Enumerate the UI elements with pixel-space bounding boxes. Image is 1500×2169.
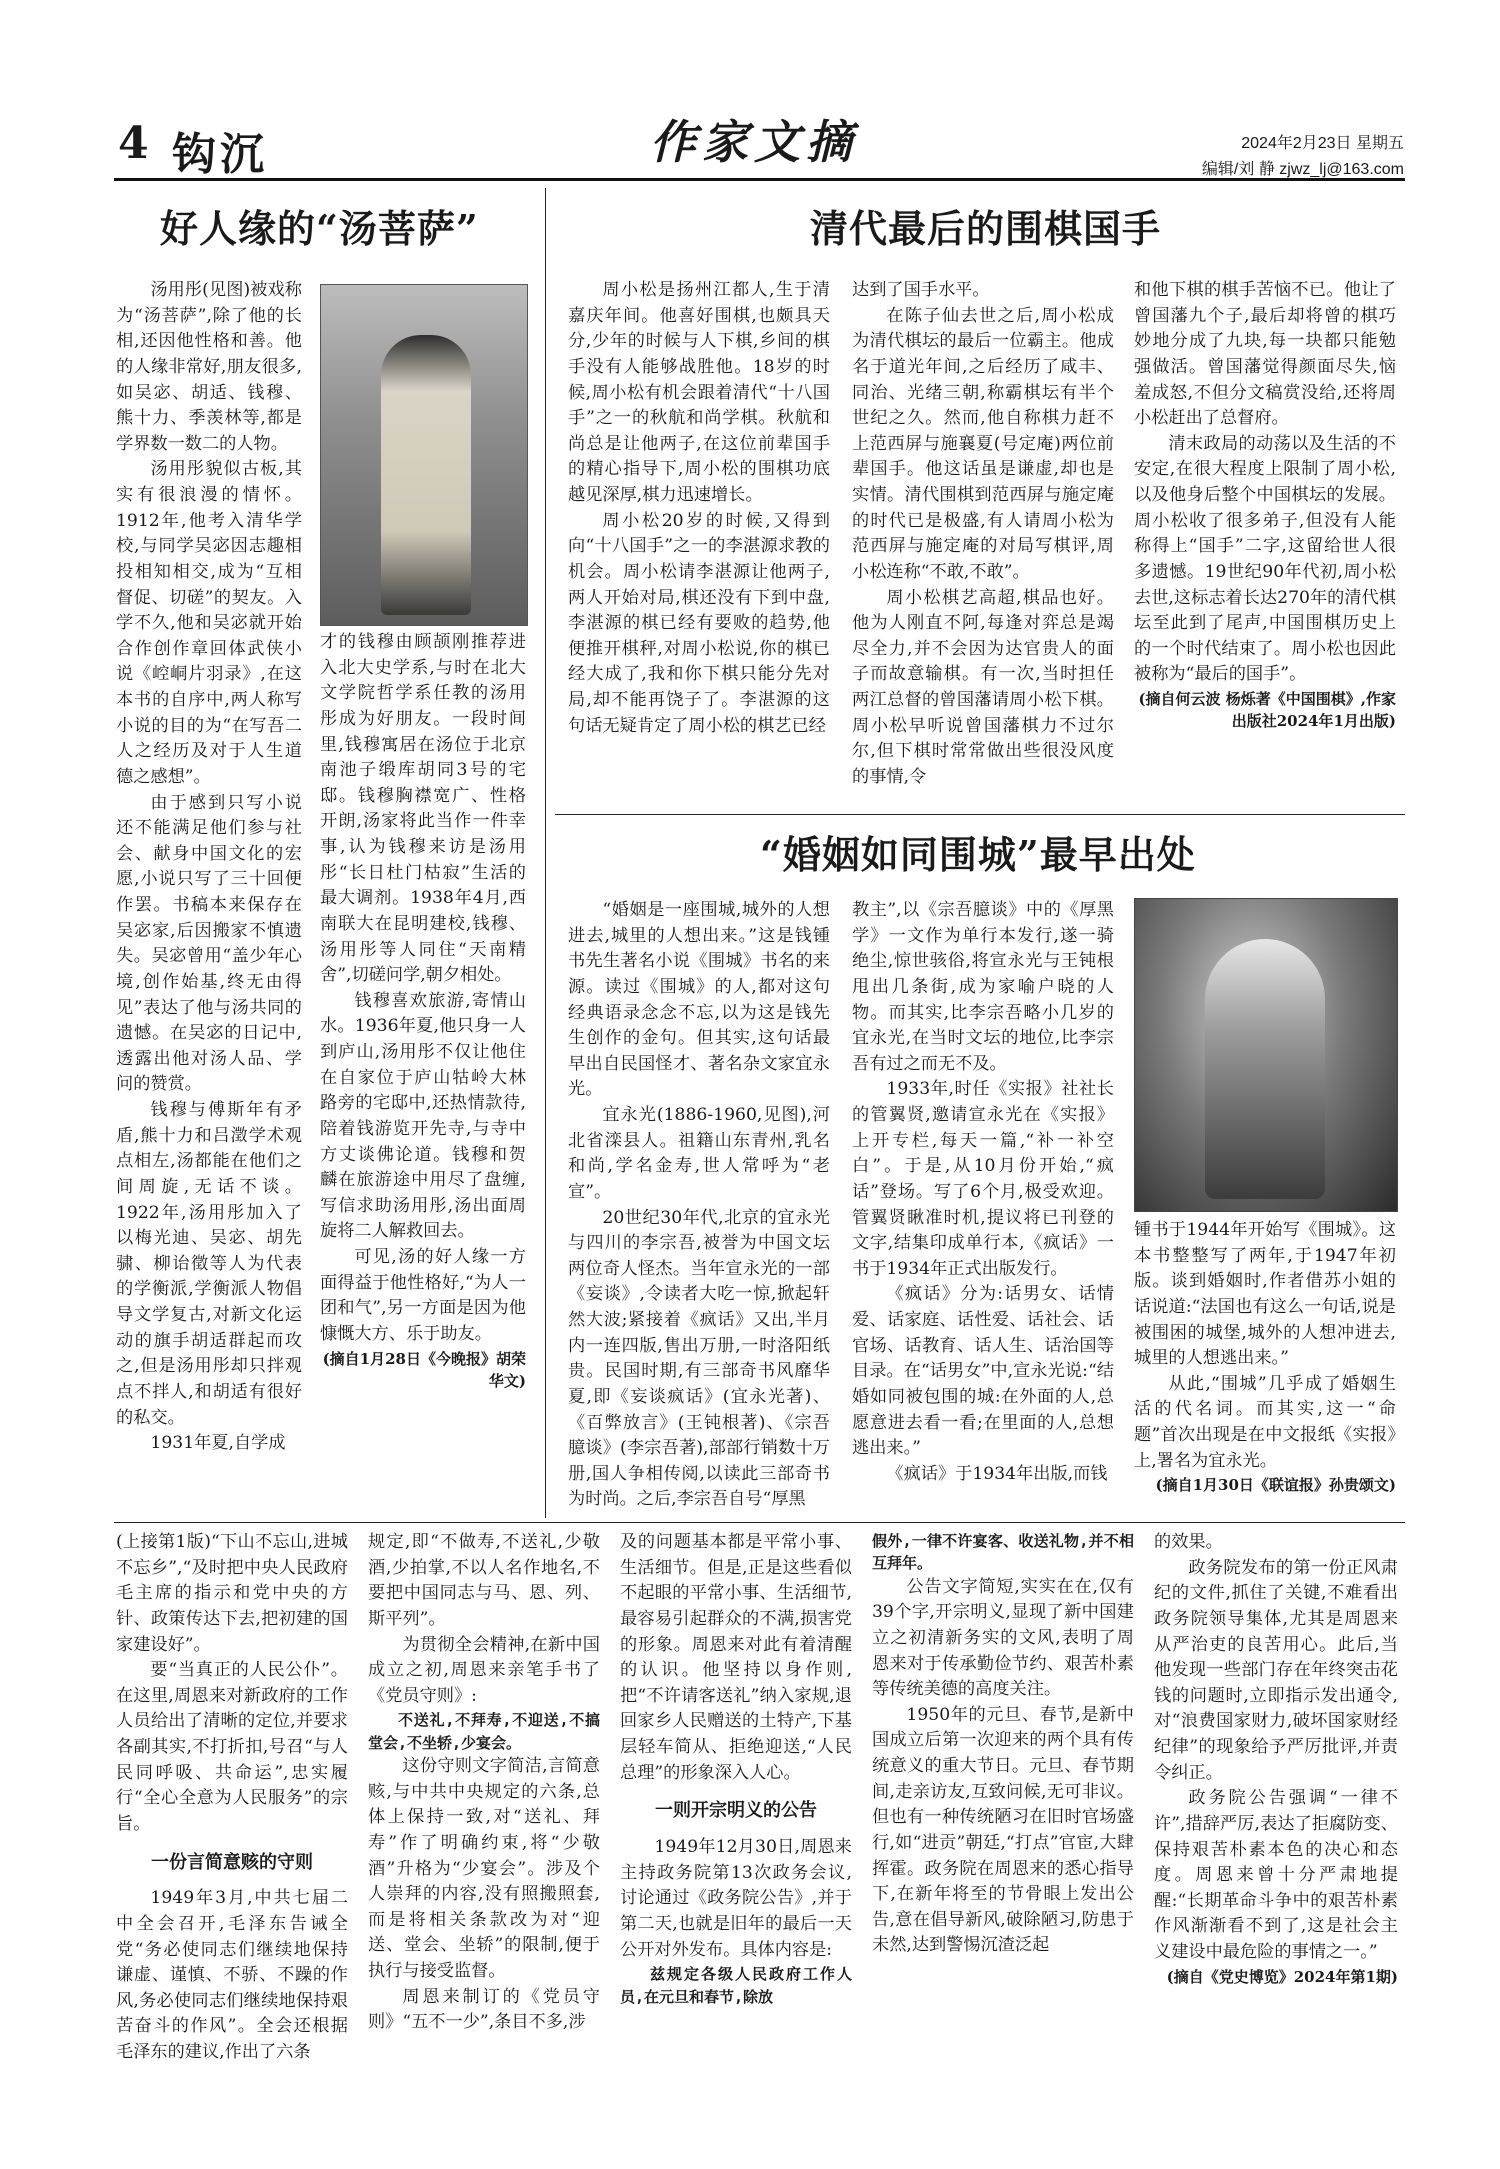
paragraph: 1933年,时任《实报》社社长的管翼贤,邀请宣永光在《实报》上开专栏,每天一篇,“补一补空白”。于是,从10月份开始,“疯话”登场。写了6个月,极受欢迎。管翼贤瞅准时机,提议将已刊登的文字,结集印成单行本,《疯话》一书于1934年正式出版发行。 <box>852 1079 1114 1279</box>
subheading: 一份言简意赅的守则 <box>151 1851 313 1873</box>
paragraph: 《疯话》于1934年出版,而钱 <box>886 1463 1108 1484</box>
article4-column-3 <box>620 1530 852 2130</box>
paragraph: 才的钱穆由顾颉刚推荐进入北大史学系,与时在北大文学院哲学系任教的汤用彤成为好朋友。一段时间里,钱穆寓居在汤位于北京南池子缎库胡同3号的宅邸。钱穆胸襟宽广、性格开朗,汤家将此当作一件幸事,认为钱穆来访是汤用彤“长日杜门枯寂”生活的最大调剂。1938年4月,西南联大在昆明建校,钱穆、汤用彤等人同住“天南精舍”,切磋问学,朝夕相处。 <box>320 632 526 986</box>
paragraph: 钱穆喜欢旅游,寄情山水。1936年夏,他只身一人到庐山,汤用彤不仅让他住在自家位于庐山牯岭大林路旁的宅邸中,还热情款待,陪着钱游览开先寺,与寺中方丈谈佛论道。钱穆和贺麟在旅游途中用尽了盘缠,写信求助汤用彤,汤出面周旋将二人解救回去。 <box>320 990 526 1242</box>
paragraph: 政务院公告强调“一律不许”,措辞严厉,表达了拒腐防变、保持艰苦朴素本色的决心和态度。周恩来曾十分严肃地提醒:“长期革命斗争中的艰苦朴素作风渐渐看不到了,这是社会主义建设中最危险的事情之一。” <box>1154 1788 1398 1962</box>
paragraph: 20世纪30年代,北京的宜永光与四川的李宗吾,被誉为中国文坛两位奇人怪杰。当年宣永光的一部《妄谈》,令读者大吃一惊,掀起轩然大波;紧接着《疯话》又出,半月内一连四版,售出万册,一时洛阳纸贵。民国时期,有三部奇书风靡华夏,即《妄谈疯话》(宜永光著)、《百弊放言》(王钝根著)、《宗吾臆谈》(李宗吾著),部部行销数十万册,国人争相传阅,以读此三部奇书为时尚。之后,李宗吾自号“厚黑 <box>568 1207 830 1510</box>
paragraph: 锺书于1944年开始写《围城》。这本书整整写了两年,于1947年初版。谈到婚姻时,作者借苏小姐的话说道:“法国也有这么一句话,说是被围困的城堡,城外的人想冲进去,城里的人想逃出来。” <box>1134 1220 1396 1369</box>
paragraph: 钱穆与傅斯年有矛盾,熊十力和吕澂学术观点相左,汤都能在他们之间周旋,无话不谈。1922年,汤用彤加入了以梅光迪、吴宓、胡先骕、柳诒徵等人为代表的学衡派,学衡派人物倡导文学复古,对新文化运动的旗手胡适群起而攻之,但是汤用彤却只拌观点不拌人,和胡适有很好的私交。 <box>116 1100 302 1428</box>
paragraph: 由于感到只写小说还不能满足他们参与社会、献身中国文化的宏愿,小说只写了三十回便作罢。书稿本来保存在吴宓家,后因搬家不慎遗失。吴宓曾用“盖少年心境,创作始基,终无由得见”表达了他与汤共同的遗憾。在吴宓的日记中,透露出他对汤人品、学问的赞赏。 <box>116 792 302 1095</box>
paragraph: 达到了国手水平。 <box>852 280 990 300</box>
quote-block: 假外,一律不许宴客、收送礼物,并不相互拜年。 <box>872 1532 1134 1573</box>
article2-column-3 <box>1134 278 1396 798</box>
paragraph: 政务院发布的第一份正风肃纪的文件,抓住了关键,不难看出政务院领导集体,尤其是周恩来从严治吏的良苦用心。此后,当他发现一些部门存在年终突击花钱的问题时,立即指示发出通令,对“浪费国家财力,破坏国家财经纪律”的现象给予严厉批评,并责令纠正。 <box>1154 1557 1398 1783</box>
paragraph: 1949年3月,中共七届二中全会召开,毛泽东告诫全党“务必使同志们继续地保持谦虚、谨慎、不骄、不躁的作风,务必使同志们继续地保持艰苦奋斗的作风”。全会还根据毛泽东的建议,作出了六条 <box>116 1888 348 2063</box>
article3-column-3 <box>1134 1218 1396 1510</box>
paragraph: 公告文字简短,实实在在,仅有39个字,开宗明义,显现了新中国建立之初清新务实的文风,表明了周恩来对于传承勤俭节约、艰苦朴素等传统美德的高度关注。 <box>872 1576 1134 1700</box>
quote-block: 不送礼,不拜寿,不迎送,不搞堂会,不坐轿,少宴会。 <box>368 1711 600 1752</box>
article1-column-1 <box>116 278 302 1509</box>
section-rule <box>114 1522 1405 1523</box>
masthead-logo: 作家文摘 <box>650 115 858 169</box>
section-rule <box>555 814 1405 815</box>
quote-block: 兹规定各级人民政府工作人员,在元旦和春节,除放 <box>620 1965 852 2006</box>
article-source: (摘自何云波 杨烁著《中国围棋》,作家出版社2024年1月出版) <box>1138 690 1396 731</box>
header-rule <box>114 178 1405 181</box>
paragraph: 1931年夏,自学成 <box>150 1433 286 1454</box>
paragraph: 和他下棋的棋手苦恼不已。他让了曾国藩九个子,最后却将曾的棋巧妙地分成了九块,每一块都只能勉强做活。曾国藩觉得颜面尽失,恼羞成怒,不但分文稿赏没给,还将周小松赶出了总督府。 <box>1134 280 1396 429</box>
paragraph: 的效果。 <box>1154 1532 1223 1552</box>
photo-xuan-yongguang <box>1134 898 1398 1212</box>
figure-seated-man <box>1205 939 1325 1199</box>
paragraph: 要“当真正的人民公仆”。在这里,周恩来对新政府的工作人员给出了清晰的定位,并要求各副其实,不打折扣,号召“与人民同呼吸、共命运”,忠实履行“全心全意为人民服务”的宗旨。 <box>116 1660 348 1834</box>
paragraph: 1950年的元旦、春节,是新中国成立后第一次迎来的两个具有传统意义的重大节日。元旦、春节期间,走亲访友,互致问候,无可非议。但也有一种传统陋习在旧时官场盛行,如“进贡”朝廷,“打点”官宦,大肆挥霍。政务院在周恩来的悉心指导下,在新年将至的节骨眼上发出公告,意在倡导新风,破除陋习,防患于未然,达到警惕沉渣泛起 <box>872 1704 1134 1956</box>
paragraph: 《疯话》分为:话男女、话情爱、话家庭、话性爱、话社会、话官场、话教育、话人生、话治国等目录。在“话男女”中,宣永光说:“结婚如同被包围的城:在外面的人,总愿意进去看一看;在里面的人,总想逃出来。” <box>852 1284 1114 1459</box>
paragraph: 周恩来制订的《党员守则》“五不一少”,条目不多,涉 <box>368 1986 600 2033</box>
paragraph: 这份守则文字简洁,言简意赅,与中共中央规定的六条,总体上保持一致,对“送礼、拜寿”作了明确约束,将“少敬酒”升格为“少宴会”。涉及个人崇拜的内容,没有照搬照套,而是将相关条款改为对“迎送、堂会、坐轿”的限制,便于执行与接受监督。 <box>368 1756 600 1982</box>
article-title: 清代最后的围棋国手 <box>810 206 1162 251</box>
article-source: (摘自1月30日《联谊报》孙贵颂文) <box>1155 1476 1396 1495</box>
article4-column-1 <box>116 1530 348 2130</box>
article-source: (摘自1月28日《今晚报》胡荣华文) <box>322 1349 526 1390</box>
article4-column-2 <box>368 1530 600 2130</box>
paragraph: 在陈子仙去世之后,周小松成为清代棋坛的最后一位霸主。他成名于道光年间,之后经历了咸丰、同治、光绪三朝,称霸棋坛有半个世纪之久。然而,他自称棋力赶不上范西屏与施襄夏(号定庵)两位前辈国手。他这话虽是谦虚,却也是实情。清代围棋到范西屏与施定庵的时代已是极盛,有人请周小松为范西屏与施定庵的对局写棋评,周小松连称“不敢,不敢”。 <box>852 305 1114 582</box>
article-source: (摘自《党史博览》2024年第1期) <box>1166 1967 1398 1986</box>
paragraph: 汤用彤(见图)被戏称为“汤菩萨”,除了他的长相,还因他性格和善。他的人缘非常好,朋友很多,如吴宓、胡适、钱穆、熊十力、季羡林等,都是学界数一数二的人物。 <box>116 280 302 454</box>
paragraph: 宜永光(1886-1960,见图),河北省滦县人。祖籍山东青州,乳名和尚,学名金寿,世人常呼为“老宣”。 <box>568 1105 830 1202</box>
photo-tang-yongtong <box>320 284 528 626</box>
paragraph: 周小松是扬州江都人,生于清嘉庆年间。他喜好围棋,也颇具天分,少年的时候与人下棋,乡间的棋手没有人能够战胜他。18岁的时候,周小松有机会跟着清代“十八国手”之一的秋航和尚学棋。秋航和尚总是让他两子,在这位前辈国手的精心指导下,周小松的围棋功底越见深厚,棋力迅速增长。 <box>568 280 830 505</box>
article-title: 好人缘的“汤菩萨” <box>160 206 479 251</box>
paragraph: 教主”,以《宗吾臆谈》中的《厚黑学》一文作为单行本发行,遂一骑绝尘,惊世骇俗,将宣永光与王钝根甩出几条街,成为家喻户晓的人物。而其实,比李宗吾略小几岁的宜永光,在当时文坛的地位,比李宗吾有过之而无不及。 <box>852 900 1114 1074</box>
paragraph: 可见,汤的好人缘一方面得益于他性格好,“为人一团和气”,另一方面是因为他慷慨大方、乐于助友。 <box>320 1247 526 1344</box>
figure-silhouette <box>381 335 471 615</box>
paragraph: 及的问题基本都是平常小事、生活细节。但是,正是这些看似不起眼的平常小事、生活细节,最容易引起群众的不满,损害党的形象。周恩来对此有着清醒的认识。他坚持以身作则,把“不许请客送礼”纳入家规,退回家乡人民赠送的土特产,下基层轻车简从、拒绝迎送,“人民总理”的形象深入人心。 <box>620 1532 852 1783</box>
page-number: 4 <box>118 118 149 169</box>
article4-column-4 <box>872 1530 1134 2130</box>
paragraph: 从此,“围城”几乎成了婚姻生活的代名词。而其实,这一“命题”首次出现是在中文报纸《实报》上,署名为宜永光。 <box>1134 1373 1396 1471</box>
paragraph: 周小松棋艺高超,棋品也好。他为人刚直不阿,每逢对弈总是竭尽全力,并不会因为达官贵人的面子而故意输棋。有一次,当时担任两江总督的曾国藩请周小松下棋。周小松早听说曾国藩棋力不过尔尔,但下棋时常常做出些很没风度的事情,令 <box>852 587 1114 787</box>
article3-column-2 <box>852 898 1114 1510</box>
article1-column-2 <box>320 630 526 1510</box>
article3-column-1 <box>568 898 830 1510</box>
subheading: 一则开宗明义的公告 <box>655 1800 817 1822</box>
paragraph: 清末政局的动荡以及生活的不安定,在很大程度上限制了周小松,以及他身后整个中国棋坛的发展。周小松收了很多弟子,但没有人能称得上“国手”二字,这留给世人很多遗憾。19世纪90年代初,周小松去世,这标志着长达270年的清代棋坛至此到了尾声,中国围棋历史上的一个时代结束了。周小松也因此被称为“最后的国手”。 <box>1134 433 1396 685</box>
article2-column-2 <box>852 278 1114 798</box>
issue-date: 2024年2月23日 星期五 <box>1241 135 1404 152</box>
paragraph: 为贯彻全会精神,在新中国成立之初,周恩来亲笔手书了《党员守则》: <box>368 1634 600 1706</box>
section-name: 钩沉 <box>172 129 268 180</box>
article4-column-5 <box>1154 1530 1398 2130</box>
paragraph: 1949年12月30日,周恩来主持政务院第13次政务会议,讨论通过《政务院公告》,并于第二天,也就是旧年的最后一天公开对外发布。具体内容是: <box>620 1837 852 1960</box>
column-divider <box>545 188 546 1518</box>
paragraph: “婚姻是一座围城,城外的人想进去,城里的人想出来。”这是钱锺书先生著名小说《围城》书名的来源。读过《围城》的人,都对这句经典语录念念不忘,以为这是钱先生创作的金句。但其实,这句话最早出自民国怪才、著名杂文家宜永光。 <box>568 900 830 1100</box>
article2-column-1 <box>568 278 830 798</box>
article-title: “婚姻如同围城”最早出处 <box>760 832 1196 877</box>
paragraph: 规定,即“不做寿,不送礼,少敬酒,少拍掌,不以人名作地名,不要把中国同志与马、恩、列、斯平列”。 <box>368 1532 600 1629</box>
editor-credit: 编辑/刘 静 zjwz_lj@163.com <box>1201 161 1404 178</box>
paragraph: 汤用彤貌似古板,其实有很浪漫的情怀。1912年,他考入清华学校,与同学吴宓因志趣相投相知相交,成为“互相督促、切磋”的契友。入学不久,他和吴宓就开始合作创作章回体武侠小说《崆峒片羽录》,在这本书的自序中,两人称写小说的目的为“在写吾二人之经历及对于人生道德之感想”。 <box>116 459 302 787</box>
paragraph: 周小松20岁的时候,又得到向“十八国手”之一的李湛源求教的机会。周小松请李湛源让他两子,两人开始对局,棋还没有下到中盘,李湛源的棋已经有要败的趋势,他便推开棋秤,对周小松说,你的棋已经大成了,我和你下棋只能分先对局,却不能再饶子了。李湛源的这句话无疑肯定了周小松的棋艺已经 <box>568 510 830 736</box>
paragraph: (上接第1版)“下山不忘山,进城不忘乡”,“及时把中央人民政府毛主席的指示和党中央的方针、政策传达下去,把初建的国家建设好”。 <box>116 1532 348 1655</box>
